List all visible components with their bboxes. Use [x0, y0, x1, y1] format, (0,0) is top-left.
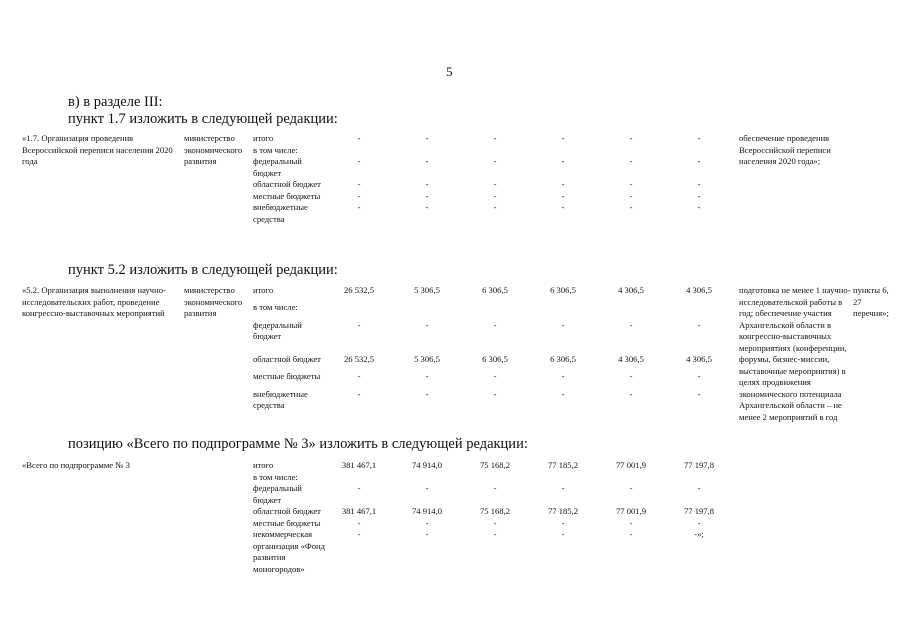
- funding-value: [393, 302, 461, 319]
- funding-value: [529, 472, 597, 484]
- funding-value: -: [493, 529, 497, 539]
- funding-value: -: [425, 133, 429, 143]
- table-row: [22, 133, 899, 145]
- funding-value: -: [561, 202, 565, 212]
- funding-value: -: [561, 517, 565, 528]
- funding-value: 75 168,2: [479, 460, 511, 470]
- funding-value: -: [629, 529, 633, 539]
- funding-value: -: [493, 179, 497, 189]
- page-number: 5: [446, 64, 453, 79]
- funding-value: -: [697, 388, 701, 399]
- funding-source: в том числе:: [253, 471, 298, 482]
- funding-value: -: [697, 190, 701, 201]
- funding-value: -: [357, 517, 361, 528]
- section-3-table: [22, 460, 899, 575]
- funding-value: -: [561, 529, 565, 539]
- funding-source: федеральный бюджет: [253, 483, 302, 505]
- funding-value: 5 306,5: [414, 354, 440, 364]
- funding-value: -»;: [694, 529, 704, 539]
- funding-value: -: [425, 319, 429, 330]
- expected-result: [733, 460, 853, 575]
- funding-value: [665, 302, 733, 319]
- section-2-heading: пункт 5.2 изложить в следующей редакции:: [68, 262, 338, 278]
- funding-value: -: [425, 388, 429, 399]
- funding-source: федеральный бюджет: [253, 319, 302, 341]
- funding-value: [325, 302, 393, 319]
- expected-result: подготовка не менее 1 научно-исследовательской работы в год; обеспечение участия Архангельской области в конгрессно-выставочных мероприятиях (конференции, форумы, бизнес-миссии, выставочные мероприятия) в целях продвижения экономического потенциала Архангельской области – не менее 2 мероприятий в год: [739, 285, 851, 422]
- funding-value: -: [357, 371, 361, 382]
- funding-value: 6 306,5: [550, 285, 576, 295]
- funding-value: -: [425, 517, 429, 528]
- funding-source: местные бюджеты: [253, 371, 321, 382]
- funding-value: -: [629, 156, 633, 166]
- funding-value: 6 306,5: [482, 354, 508, 364]
- funding-source: итого: [253, 460, 274, 470]
- section-3-heading: позицию «Всего по подпрограмме № 3» изложить в следующей редакции:: [68, 436, 528, 452]
- funding-value: 26 532,5: [343, 285, 375, 295]
- funding-value: [461, 145, 529, 157]
- funding-value: -: [697, 156, 701, 166]
- funding-value: -: [493, 190, 497, 201]
- funding-value: -: [357, 190, 361, 201]
- funding-value: [597, 302, 665, 319]
- funding-value: -: [629, 133, 633, 143]
- funding-value: -: [561, 319, 565, 330]
- funding-value: 4 306,5: [618, 354, 644, 364]
- funding-value: 77 001,9: [615, 460, 647, 470]
- funding-value: -: [629, 190, 633, 201]
- funding-value: -: [425, 483, 429, 493]
- funding-value: -: [425, 190, 429, 201]
- funding-value: -: [493, 202, 497, 212]
- funding-value: [325, 472, 393, 484]
- funding-source: областной бюджет: [253, 506, 321, 516]
- expected-result: обеспечение проведения Всероссийской переписи населения 2020 года»;: [739, 133, 831, 166]
- funding-value: -: [629, 483, 633, 493]
- funding-source: некоммерческая организация «Фонд развития моногородов»: [253, 529, 325, 574]
- intro-line: в) в разделе III:: [68, 94, 163, 110]
- funding-value: -: [493, 133, 497, 143]
- funding-value: -: [629, 179, 633, 189]
- funding-value: -: [561, 179, 565, 189]
- funding-value: [393, 472, 461, 484]
- funding-value: -: [697, 179, 701, 189]
- table-row: [22, 460, 899, 472]
- funding-value: 77 001,9: [615, 506, 647, 516]
- funding-source: в том числе:: [253, 302, 298, 313]
- funding-value: 74 914,0: [411, 506, 443, 516]
- funding-value: [597, 145, 665, 157]
- funding-source: областной бюджет: [253, 354, 321, 364]
- funding-value: -: [561, 190, 565, 201]
- measure-name: «1.7. Организация проведения Всероссийской переписи населения 2020 года: [22, 133, 173, 166]
- note: пункты 6, 27 перечня»;: [853, 285, 889, 318]
- funding-value: -: [357, 179, 361, 189]
- funding-value: -: [697, 133, 701, 143]
- funding-value: 77 185,2: [547, 460, 579, 470]
- funding-value: -: [561, 388, 565, 399]
- funding-value: -: [357, 133, 361, 143]
- funding-value: 4 306,5: [686, 354, 712, 364]
- funding-source: местные бюджеты: [253, 190, 321, 201]
- executor: [184, 460, 253, 575]
- funding-source: итого: [253, 285, 274, 295]
- funding-value: 6 306,5: [550, 354, 576, 364]
- funding-source: местные бюджеты: [253, 517, 321, 528]
- funding-value: -: [425, 202, 429, 212]
- section-1-heading: пункт 1.7 изложить в следующей редакции:: [68, 111, 338, 127]
- section-1-table: [22, 133, 899, 225]
- funding-source: внебюджетные средства: [253, 202, 308, 224]
- funding-value: [665, 145, 733, 157]
- funding-value: 6 306,5: [482, 285, 508, 295]
- funding-value: -: [561, 371, 565, 382]
- funding-value: -: [493, 517, 497, 528]
- funding-value: -: [425, 179, 429, 189]
- funding-value: 74 914,0: [411, 460, 443, 470]
- executor: министерство экономического развития: [184, 133, 243, 166]
- note: [853, 460, 899, 575]
- funding-value: 381 467,1: [341, 460, 377, 470]
- table-row: [22, 285, 899, 302]
- funding-value: -: [493, 388, 497, 399]
- funding-value: 77 197,8: [683, 460, 715, 470]
- funding-value: -: [697, 202, 701, 212]
- funding-value: 4 306,5: [686, 285, 712, 295]
- funding-value: 4 306,5: [618, 285, 644, 295]
- funding-value: 381 467,1: [341, 506, 377, 516]
- funding-value: -: [697, 483, 701, 493]
- funding-source: в том числе:: [253, 144, 298, 155]
- funding-value: -: [357, 529, 361, 539]
- funding-value: -: [697, 517, 701, 528]
- funding-value: -: [425, 371, 429, 382]
- funding-value: [665, 472, 733, 484]
- measure-name: «Всего по подпрограмме № 3: [22, 460, 130, 470]
- funding-value: [461, 302, 529, 319]
- funding-value: -: [493, 319, 497, 330]
- funding-value: -: [493, 156, 497, 166]
- funding-source: внебюджетные средства: [253, 388, 308, 410]
- funding-value: -: [629, 371, 633, 382]
- funding-source: федеральный бюджет: [253, 156, 302, 178]
- funding-value: -: [357, 156, 361, 166]
- funding-value: -: [357, 319, 361, 330]
- funding-value: [325, 145, 393, 157]
- funding-value: -: [697, 371, 701, 382]
- funding-value: 77 197,8: [683, 506, 715, 516]
- funding-value: -: [629, 202, 633, 212]
- funding-value: 75 168,2: [479, 506, 511, 516]
- funding-value: -: [561, 483, 565, 493]
- funding-value: -: [493, 371, 497, 382]
- funding-value: [461, 472, 529, 484]
- funding-value: -: [629, 319, 633, 330]
- funding-value: -: [629, 388, 633, 399]
- section-2-table: [22, 285, 899, 423]
- funding-source: итого: [253, 133, 274, 143]
- funding-value: [529, 302, 597, 319]
- note: [853, 133, 899, 225]
- funding-value: 77 185,2: [547, 506, 579, 516]
- funding-value: -: [357, 483, 361, 493]
- executor: министерство экономического развития: [184, 285, 243, 318]
- funding-value: [597, 472, 665, 484]
- funding-value: [393, 145, 461, 157]
- funding-source: областной бюджет: [253, 179, 321, 189]
- measure-name: «5.2. Организация выполнения научно-исследовательских работ, проведение конгрессно-выставочных мероприятий: [22, 285, 166, 318]
- funding-value: 26 532,5: [343, 354, 375, 364]
- funding-value: -: [425, 529, 429, 539]
- funding-value: -: [697, 319, 701, 330]
- funding-value: -: [425, 156, 429, 166]
- funding-value: -: [561, 156, 565, 166]
- funding-value: -: [357, 202, 361, 212]
- funding-value: -: [629, 517, 633, 528]
- funding-value: -: [357, 388, 361, 399]
- funding-value: 5 306,5: [414, 285, 440, 295]
- funding-value: -: [561, 133, 565, 143]
- funding-value: [529, 145, 597, 157]
- funding-value: -: [493, 483, 497, 493]
